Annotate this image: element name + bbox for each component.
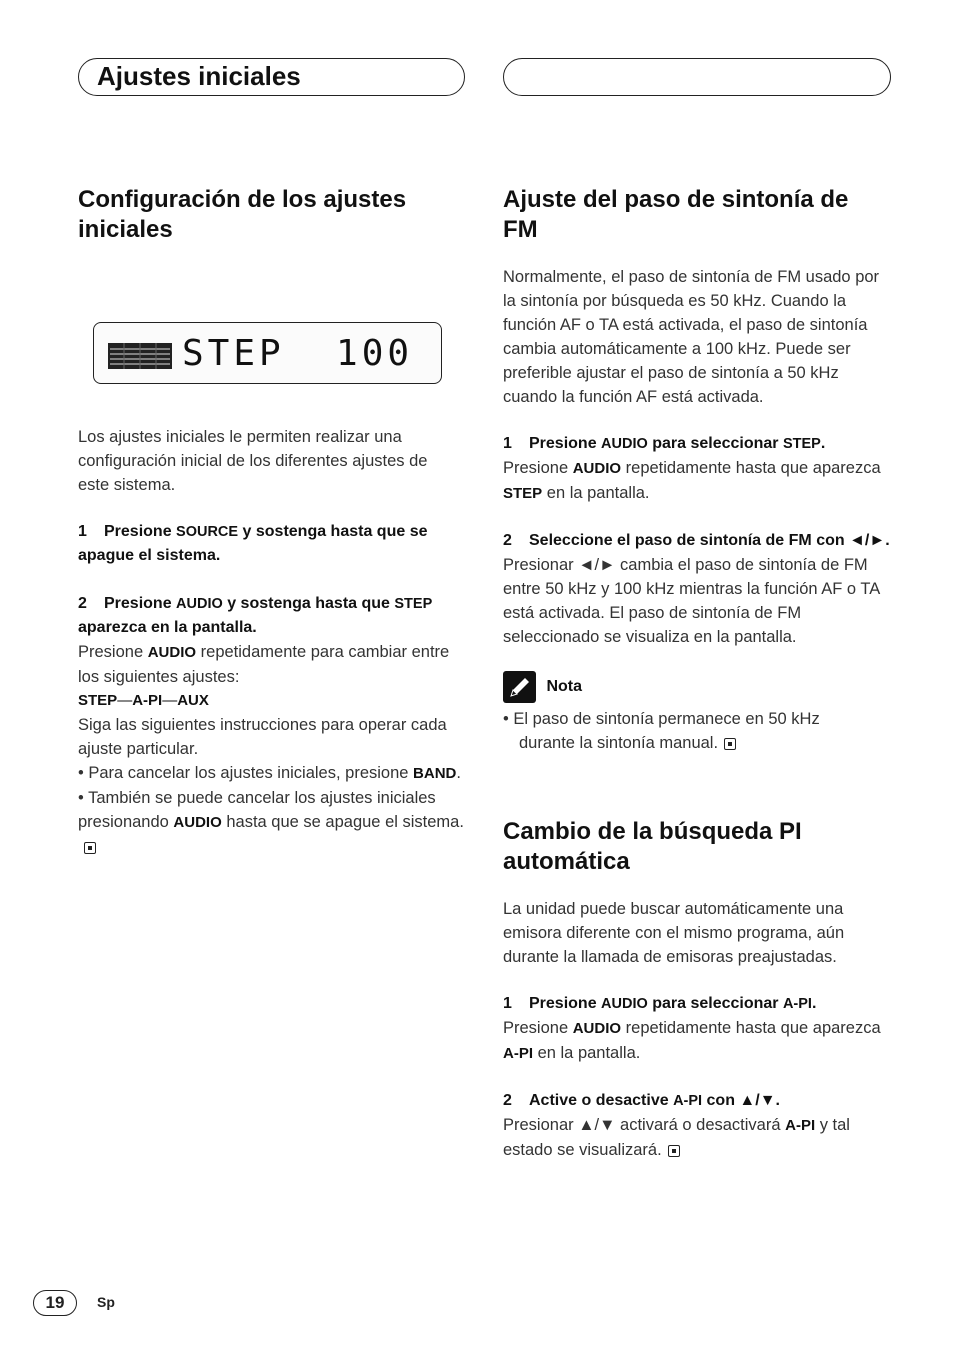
end-of-section-icon xyxy=(724,738,736,750)
step-1-api-body: Presione AUDIO repetidamente hasta que aparezca A-PI en la pantalla. xyxy=(503,1019,881,1062)
step-2-api: 2 Active o desactive A-PI con ▲/▼. xyxy=(503,1092,780,1109)
step-2-api-body: Presionar ▲/▼ activará o desactivará A-PI y tal estado se visualizará. xyxy=(503,1116,850,1159)
nota-header xyxy=(503,671,893,705)
nota-label: Nota xyxy=(546,678,583,695)
heading-configuracion: Configuración de los ajustes iniciales xyxy=(78,186,407,243)
settings-sequence: STEP—A-PI—AUX xyxy=(78,692,209,709)
step-2-step-body: Presionar ◄/► cambia el paso de sintonía de FM entre 50 kHz y 100 kHz mientras la función AF o TA está activada. El paso de sintonía de FM seleccionado se visualiza en la pantalla. xyxy=(503,556,880,646)
intro-busqueda-pi: La unidad puede buscar automáticamente una emisora diferente con el mismo programa, aún durante la llamada de emisoras preajustadas. xyxy=(503,900,845,966)
step-2: 2 Presione AUDIO y sostenga hasta que STEP aparezca en la pantalla. xyxy=(78,595,433,636)
step-1: 1 Presione SOURCE y sostenga hasta que se apague el sistema. xyxy=(78,523,428,564)
lcd-level-icon xyxy=(108,343,172,369)
bullet-cancel-audio: • También se puede cancelar los ajustes iniciales presionando AUDIO hasta que se apague el sistema. xyxy=(78,786,468,859)
lcd-graphic xyxy=(94,323,440,383)
section-header xyxy=(78,58,465,96)
intro-paragraph: Los ajustes iniciales le permiten realizar una configuración inicial de los diferentes ajustes de este sistema. xyxy=(78,428,428,494)
step-1-api: 1 Presione AUDIO para seleccionar A-PI. xyxy=(503,995,817,1012)
section-title: Ajustes iniciales xyxy=(97,61,301,91)
step-2-body: Presione AUDIO repetidamente para cambiar entre los siguientes ajustes: xyxy=(78,643,450,686)
lcd-text: STEP 100 xyxy=(182,333,414,374)
lcd-display xyxy=(93,322,442,384)
page-number: 19 xyxy=(33,1290,77,1316)
page-language: Sp xyxy=(97,1294,115,1310)
heading-paso-sintonia: Ajuste del paso de sintonía de FM xyxy=(503,186,849,243)
left-column xyxy=(78,185,468,831)
step-2-step: 2 Seleccione el paso de sintonía de FM con ◄/►. xyxy=(503,532,890,549)
step-1-step-body: Presione AUDIO repetidamente hasta que aparezca STEP en la pantalla. xyxy=(503,459,881,502)
left-body xyxy=(78,425,468,859)
end-of-section-icon xyxy=(84,842,96,854)
note-pencil-icon xyxy=(503,671,536,703)
intro-paso-sintonia: Normalmente, el paso de sintonía de FM usado por la sintonía por búsqueda es 50 kHz. Cuando la función AF o TA está activada, el paso de sintonía cambia automáticamente a 100 kHz. Puede ser preferible ajustar el paso de sintonía a 50 kHz cuando la función AF está activada. xyxy=(503,268,880,406)
right-column xyxy=(503,185,893,1162)
instructions-paragraph: Siga las siguientes instrucciones para operar cada ajuste particular. xyxy=(78,716,447,758)
bullet-cancel-band: • Para cancelar los ajustes iniciales, presione BAND. xyxy=(78,764,461,782)
section-header-empty xyxy=(503,58,891,96)
nota-text: • El paso de sintonía permanece en 50 kHz durante la sintonía manual. xyxy=(503,710,820,752)
heading-busqueda-pi: Cambio de la búsqueda PI automática xyxy=(503,818,802,875)
step-1-step: 1 Presione AUDIO para seleccionar STEP. xyxy=(503,435,826,452)
end-of-section-icon xyxy=(668,1145,680,1157)
